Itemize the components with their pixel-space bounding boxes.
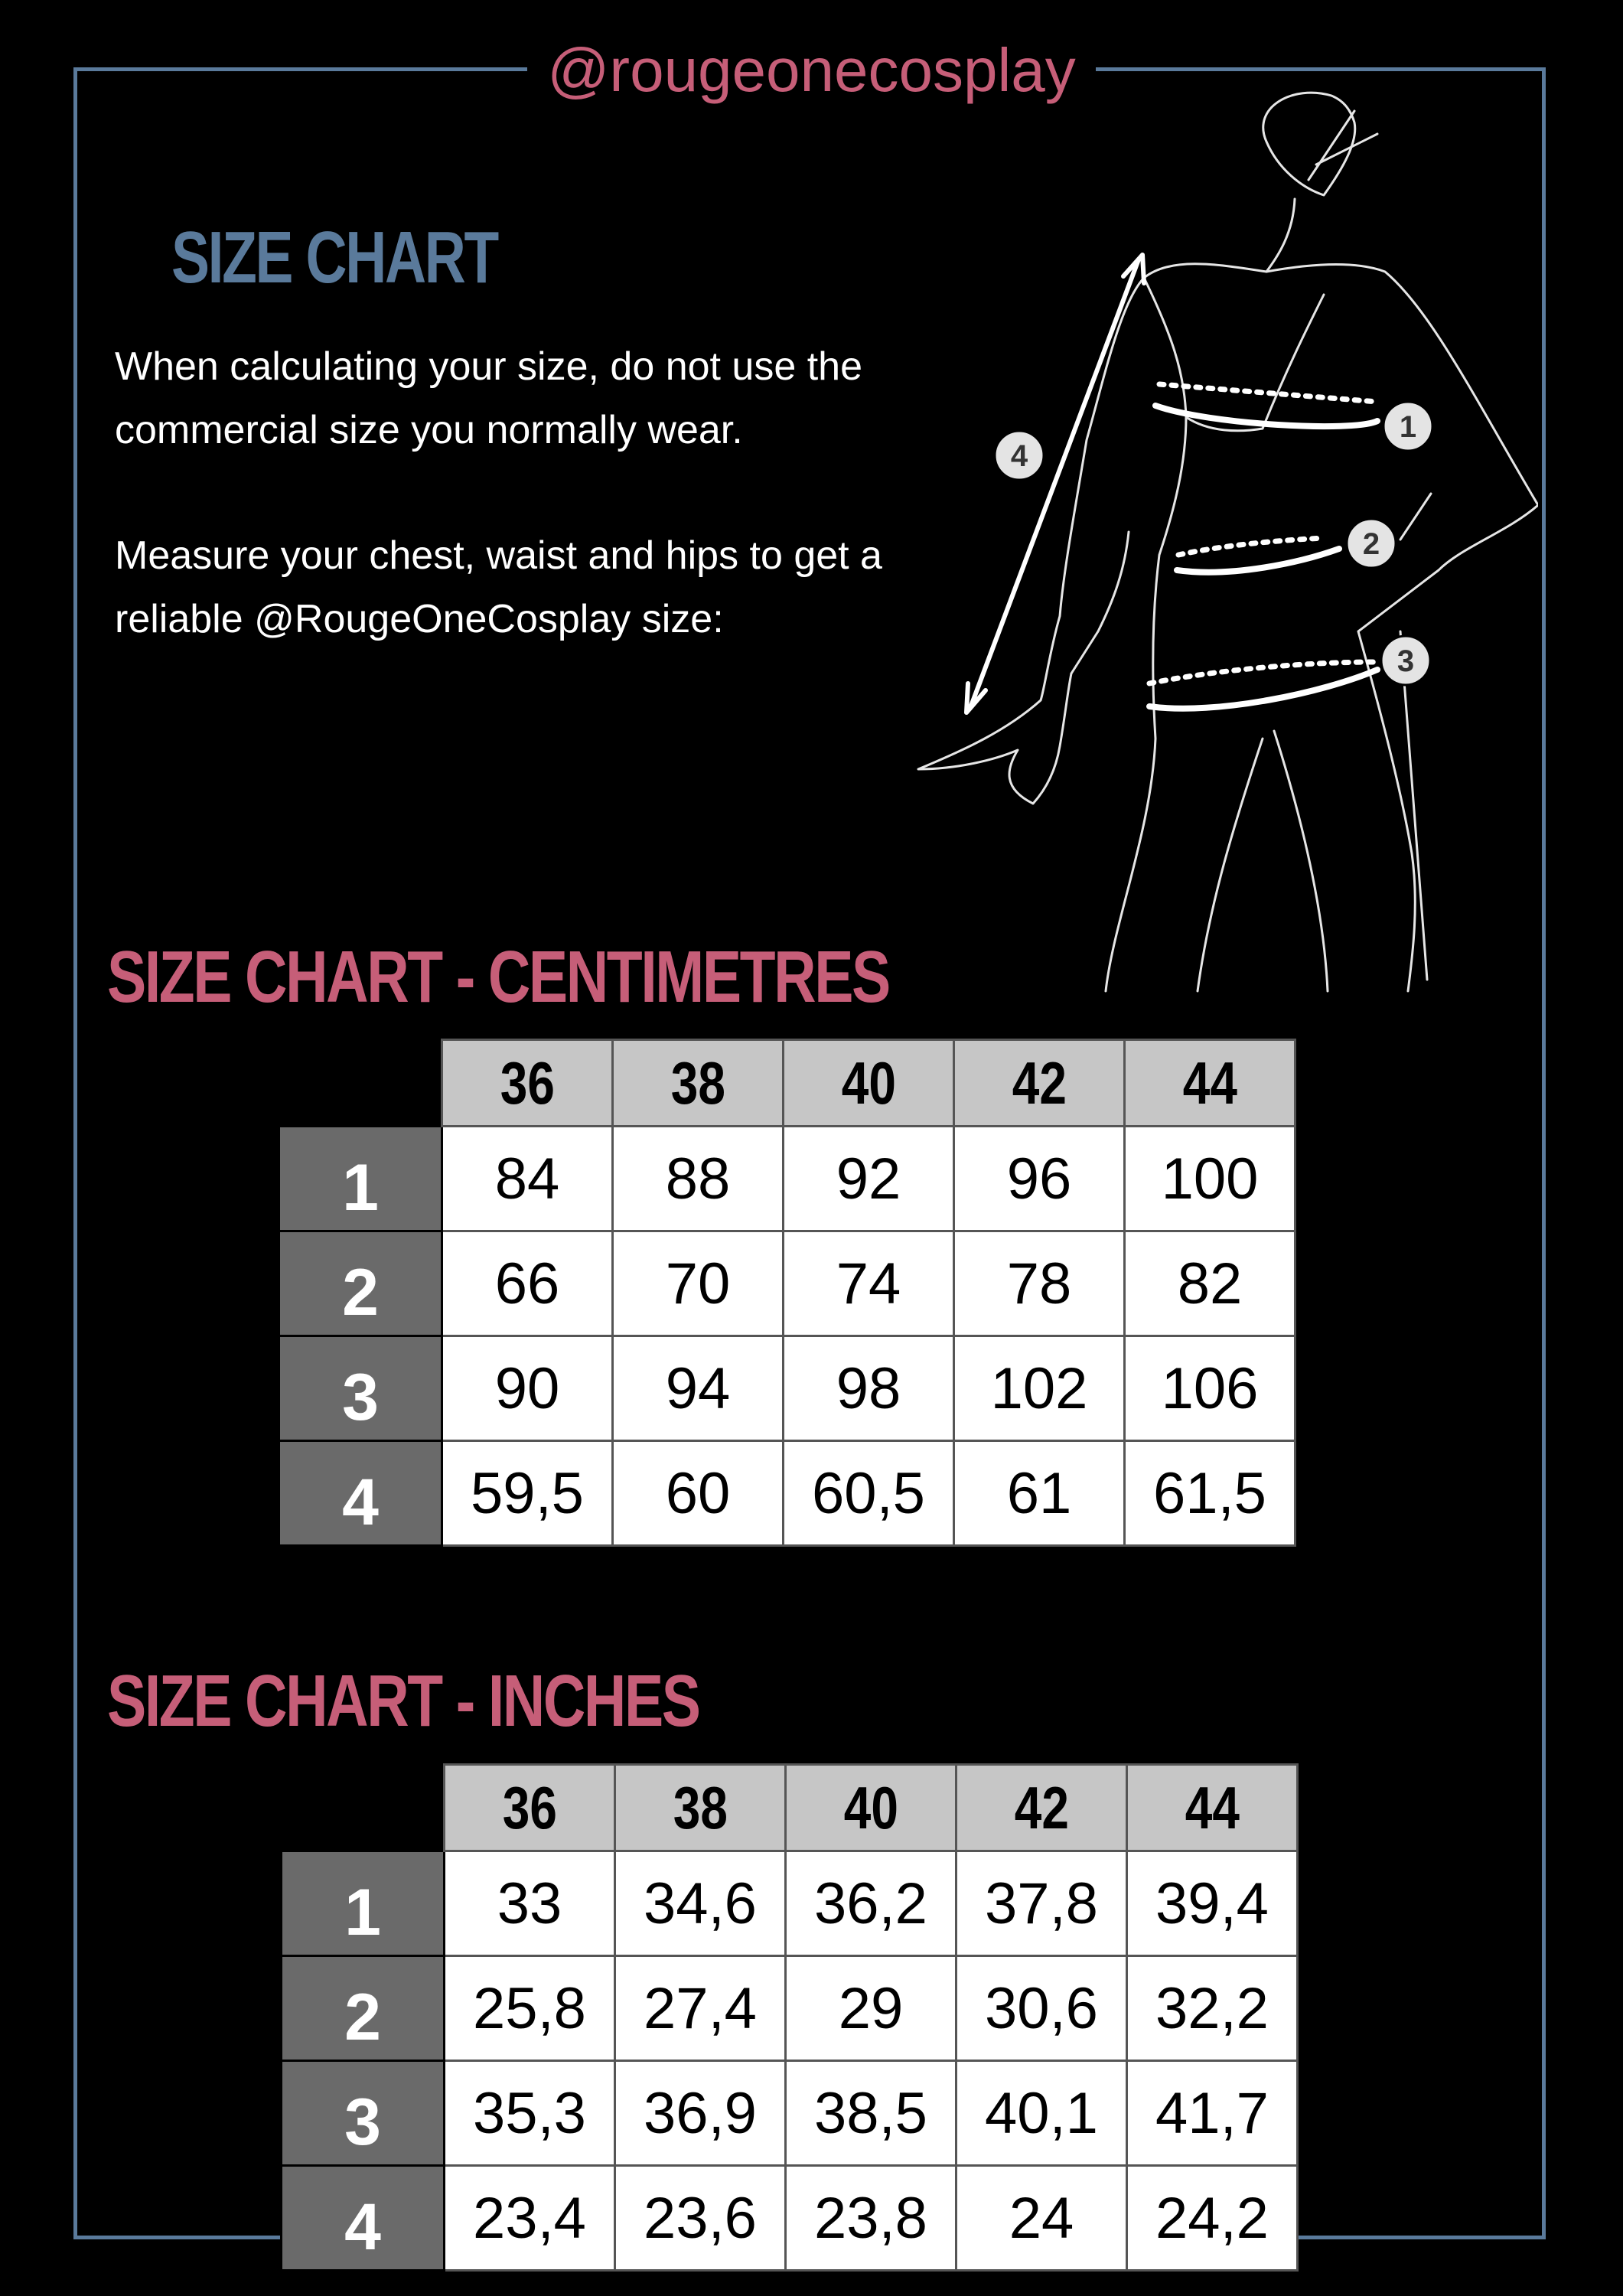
table-cell: 84 bbox=[442, 1127, 613, 1231]
row-label: 3 bbox=[282, 2061, 445, 2166]
table-cell: 23,6 bbox=[615, 2166, 786, 2271]
table-row bbox=[279, 1441, 1295, 1546]
measurement-lines bbox=[966, 255, 1377, 713]
table-cell: 74 bbox=[784, 1231, 954, 1336]
size-header-cell: 36 bbox=[442, 1040, 613, 1127]
size-header-cell: 44 bbox=[1125, 1040, 1295, 1127]
row-label: 1 bbox=[282, 1851, 445, 1956]
table-cell: 102 bbox=[954, 1336, 1125, 1441]
measurement-marker-3 bbox=[1381, 636, 1430, 685]
row-label: 4 bbox=[279, 1441, 442, 1546]
size-header-cell: 38 bbox=[613, 1040, 784, 1127]
table-row bbox=[279, 1231, 1295, 1336]
table-row bbox=[282, 1851, 1298, 1956]
row-label: 2 bbox=[279, 1231, 442, 1336]
size-header-cell: 38 bbox=[615, 1765, 786, 1851]
table-cell: 23,4 bbox=[445, 2166, 615, 2271]
table-cell: 27,4 bbox=[615, 1956, 786, 2061]
table-cell: 92 bbox=[784, 1127, 954, 1231]
measurement-marker-2 bbox=[1347, 519, 1396, 568]
centimetres-size-table bbox=[278, 1039, 1296, 1547]
table-cell: 90 bbox=[442, 1336, 613, 1441]
body-measurement-illustration bbox=[849, 80, 1538, 999]
table-cell: 66 bbox=[442, 1231, 613, 1336]
intro-paragraph-1: When calculating your size, do not use the commercial size you normally wear. bbox=[115, 344, 863, 452]
table-cell: 24 bbox=[957, 2166, 1127, 2271]
table-cell: 41,7 bbox=[1127, 2061, 1298, 2166]
row-label: 2 bbox=[282, 1956, 445, 2061]
table-cell: 94 bbox=[613, 1336, 784, 1441]
table-cell: 40,1 bbox=[957, 2061, 1127, 2166]
table-cell: 88 bbox=[613, 1127, 784, 1231]
svg-text:2: 2 bbox=[1362, 527, 1380, 561]
intro-paragraph-2: Measure your chest, waist and hips to get a reliable @RougeOneCosplay size: bbox=[115, 533, 882, 641]
svg-text:1: 1 bbox=[1399, 410, 1417, 444]
table-row bbox=[282, 1956, 1298, 2061]
table-corner bbox=[282, 1765, 445, 1851]
size-header-cell: 40 bbox=[786, 1765, 957, 1851]
table-cell: 60,5 bbox=[784, 1441, 954, 1546]
table-cell: 35,3 bbox=[445, 2061, 615, 2166]
table-cell: 24,2 bbox=[1127, 2166, 1298, 2271]
table-cell: 106 bbox=[1125, 1336, 1295, 1441]
measurement-marker-4 bbox=[995, 431, 1044, 480]
table-cell: 38,5 bbox=[786, 2061, 957, 2166]
size-header-cell: 42 bbox=[954, 1040, 1125, 1127]
table-corner bbox=[279, 1040, 442, 1127]
inches-section-title: SIZE CHART - INCHES bbox=[107, 1660, 699, 1742]
table-cell: 23,8 bbox=[786, 2166, 957, 2271]
table-row bbox=[279, 1336, 1295, 1441]
table-cell: 96 bbox=[954, 1127, 1125, 1231]
centimetres-section-title: SIZE CHART - CENTIMETRES bbox=[107, 936, 889, 1018]
instagram-handle: @rougeonecosplay bbox=[527, 34, 1096, 107]
table-cell: 78 bbox=[954, 1231, 1125, 1336]
table-cell: 100 bbox=[1125, 1127, 1295, 1231]
table-cell: 59,5 bbox=[442, 1441, 613, 1546]
table-cell: 25,8 bbox=[445, 1956, 615, 2061]
table-cell: 61 bbox=[954, 1441, 1125, 1546]
size-chart-title: SIZE CHART bbox=[171, 217, 497, 298]
table-cell: 37,8 bbox=[957, 1851, 1127, 1956]
size-header-cell: 40 bbox=[784, 1040, 954, 1127]
table-row bbox=[279, 1127, 1295, 1231]
row-label: 4 bbox=[282, 2166, 445, 2271]
table-cell: 29 bbox=[786, 1956, 957, 2061]
table-cell: 34,6 bbox=[615, 1851, 786, 1956]
table-cell: 33 bbox=[445, 1851, 615, 1956]
table-cell: 39,4 bbox=[1127, 1851, 1298, 1956]
size-header-cell: 44 bbox=[1127, 1765, 1298, 1851]
table-cell: 60 bbox=[613, 1441, 784, 1546]
table-cell: 98 bbox=[784, 1336, 954, 1441]
row-label: 1 bbox=[279, 1127, 442, 1231]
table-cell: 70 bbox=[613, 1231, 784, 1336]
table-cell: 30,6 bbox=[957, 1956, 1127, 2061]
measurement-marker-1 bbox=[1383, 402, 1432, 451]
size-header-cell: 36 bbox=[445, 1765, 615, 1851]
table-cell: 36,2 bbox=[786, 1851, 957, 1956]
table-row bbox=[282, 2061, 1298, 2166]
inches-size-table bbox=[280, 1763, 1299, 2272]
table-cell: 36,9 bbox=[615, 2061, 786, 2166]
size-header-cell: 42 bbox=[957, 1765, 1127, 1851]
table-row bbox=[282, 2166, 1298, 2271]
row-label: 3 bbox=[279, 1336, 442, 1441]
table-cell: 61,5 bbox=[1125, 1441, 1295, 1546]
size-header-row bbox=[279, 1040, 1295, 1127]
table-cell: 82 bbox=[1125, 1231, 1295, 1336]
svg-text:3: 3 bbox=[1396, 644, 1415, 678]
table-cell: 32,2 bbox=[1127, 1956, 1298, 2061]
svg-text:4: 4 bbox=[1010, 439, 1028, 473]
silhouette-outline bbox=[918, 93, 1538, 991]
size-header-row bbox=[282, 1765, 1298, 1851]
